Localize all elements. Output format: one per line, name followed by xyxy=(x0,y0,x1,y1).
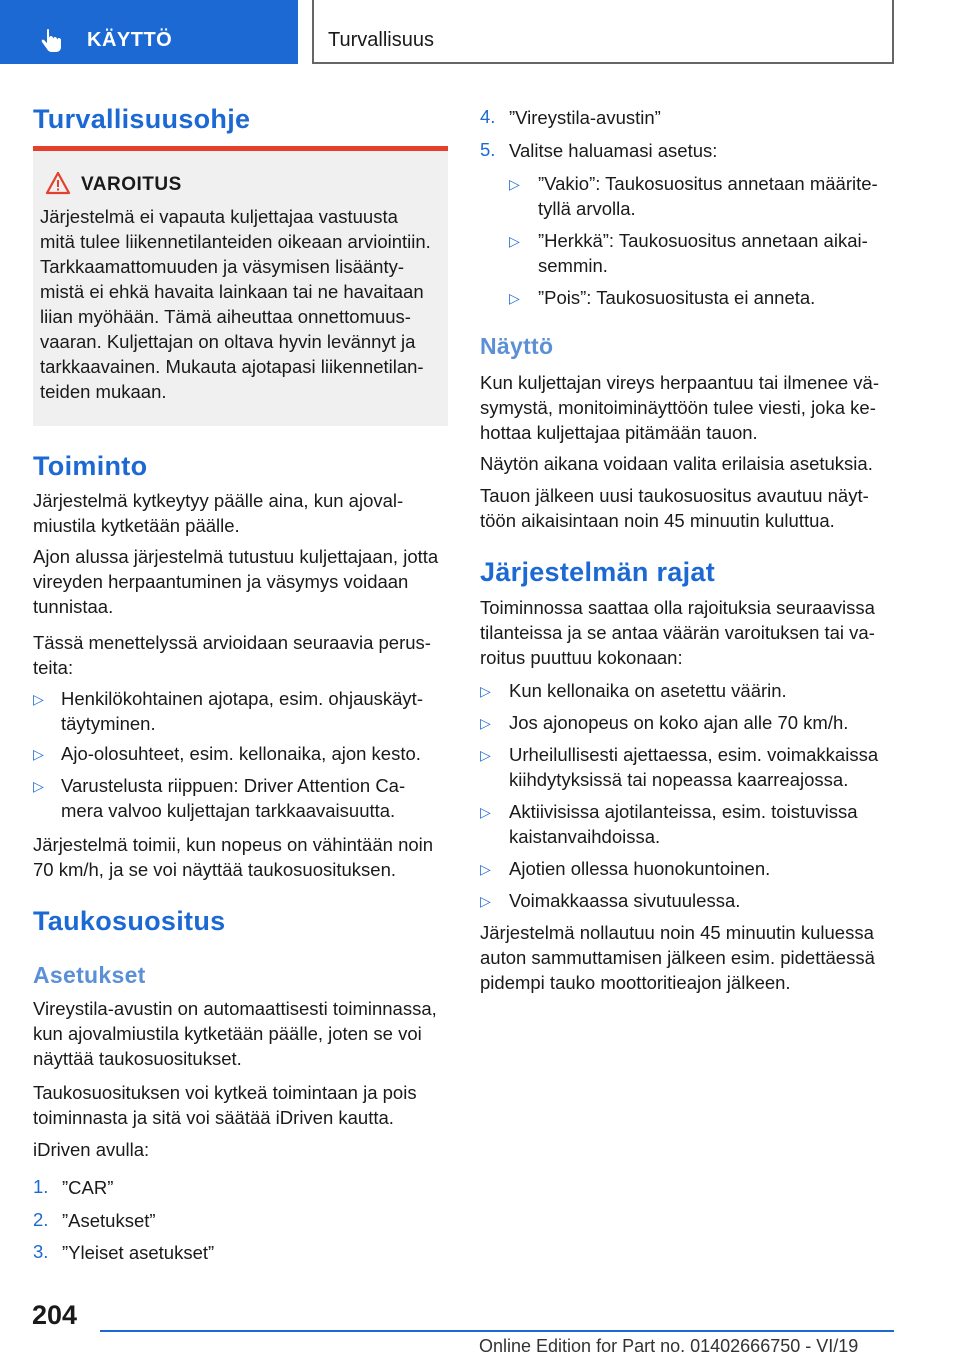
warning-line: liian myöhään. Tämä aiheuttaa onnettomuus- xyxy=(40,306,411,327)
warning-line: mitä tulee liikennetilanteiden oikeaan arviointiin. xyxy=(40,231,431,252)
bullet-triangle-icon: ▷ xyxy=(480,804,491,820)
list-item: ”Pois”: Taukosuositusta ei anneta. xyxy=(538,287,816,308)
toiminto-heading: Toiminto xyxy=(33,451,148,481)
warning-line: tarkkaavainen. Mukauta ajotapasi liikennetilan- xyxy=(40,356,424,377)
paragraph-line: toiminnasta ja sitä voi säätää iDriven kautta. xyxy=(33,1107,394,1128)
bullet-triangle-icon: ▷ xyxy=(33,778,44,794)
paragraph-line: hottaa kuljettajaa pitämään tauon. xyxy=(480,422,758,443)
paragraph-line: auton sammuttamisen jälkeen esim. pidettäessä xyxy=(480,947,875,968)
taukosuositus-heading: Taukosuositus xyxy=(33,906,226,936)
step-number: 2. xyxy=(33,1209,49,1230)
warning-line: Järjestelmä ei vapauta kuljettajaa vastuusta xyxy=(40,206,398,227)
warning-title: VAROITUS xyxy=(81,174,182,195)
paragraph-line: Järjestelmä nollautuu noin 45 minuutin kuluessa xyxy=(480,922,874,943)
paragraph-line: Tauon jälkeen uusi taukosuositus avautuu näyt- xyxy=(480,485,869,506)
paragraph-line: Järjestelmä kytkeytyy päälle aina, kun ajoval- xyxy=(33,490,404,511)
bullet-triangle-icon: ▷ xyxy=(509,233,520,249)
section-header xyxy=(312,0,894,64)
bullet-triangle-icon: ▷ xyxy=(509,176,520,192)
bullet-triangle-icon: ▷ xyxy=(480,715,491,731)
naytto-heading: Näyttö xyxy=(480,333,554,359)
list-item: semmin. xyxy=(538,255,608,276)
step-number: 4. xyxy=(480,106,496,127)
list-item: Aktiivisissa ajotilanteissa, esim. toistuvissa xyxy=(509,801,858,822)
paragraph-line: näyttää taukosuositukset. xyxy=(33,1048,242,1069)
paragraph-line: Toiminnossa saattaa olla rajoituksia seuraavissa xyxy=(480,597,875,618)
asetukset-subheading: Asetukset xyxy=(33,962,146,988)
warning-triangle-icon xyxy=(45,171,71,195)
section-label: Turvallisuus xyxy=(328,29,434,51)
rajat-heading: Järjestelmän rajat xyxy=(480,557,716,587)
list-item: mera valvoo kuljettajan tarkkaavaisuutta. xyxy=(61,800,396,821)
bullet-triangle-icon: ▷ xyxy=(480,747,491,763)
paragraph-line: teita: xyxy=(33,657,74,678)
bullet-triangle-icon: ▷ xyxy=(33,691,44,707)
list-item: Ajo-olosuhteet, esim. kellonaika, ajon kesto. xyxy=(61,743,421,764)
list-item: ”Vakio”: Taukosuositus annetaan määrite- xyxy=(538,173,878,194)
list-item: kiihdytyksissä tai nopeassa kaarreajossa. xyxy=(509,769,849,790)
paragraph-line: tunnistaa. xyxy=(33,596,114,617)
warning-line: vaaran. Kuljettajan on oltava hyvin levännyt ja xyxy=(40,331,416,352)
chapter-tab xyxy=(0,0,298,64)
paragraph-line: Ajon alussa järjestelmä tutustuu kuljettajaan, jotta xyxy=(33,546,439,567)
list-item: Jos ajonopeus on koko ajan alle 70 km/h. xyxy=(509,712,849,733)
list-item: Ajotien ollessa huonokuntoinen. xyxy=(509,858,771,879)
warning-line: Tarkkaamattomuuden ja väsymisen lisäänty- xyxy=(40,256,404,277)
list-item: Varustelusta riippuen: Driver Attention Ca- xyxy=(61,775,406,796)
step-text: Valitse haluamasi asetus: xyxy=(509,140,718,161)
warning-line: mistä ei ehkä havaita lainkaan tai ne havaitaan xyxy=(40,281,424,302)
step-text: ”Asetukset” xyxy=(62,1210,156,1231)
list-item: Henkilökohtainen ajotapa, esim. ohjauskäyt- xyxy=(61,688,423,709)
paragraph-line: miustila kytketään päälle. xyxy=(33,515,240,536)
paragraph-line: 70 km/h, ja se voi näyttää taukosuosituksen. xyxy=(33,859,397,880)
paragraph-line: vireyden herpaantuminen ja väsymys voidaan xyxy=(33,571,409,592)
paragraph-line: iDriven avulla: xyxy=(33,1139,150,1160)
step-text: ”CAR” xyxy=(62,1177,114,1198)
paragraph-line: Kun kuljettajan vireys herpaantuu tai ilmenee vä- xyxy=(480,372,880,393)
paragraph-line: symystä, monitoiminäyttöön tulee viesti, joka ke- xyxy=(480,397,876,418)
list-item: täytyminen. xyxy=(61,713,156,734)
paragraph-line: töön aikaisintaan noin 45 minuutin kuluttua. xyxy=(480,510,835,531)
paragraph-line: Taukosuosituksen voi kytkeä toimintaan ja pois xyxy=(33,1082,417,1103)
bullet-triangle-icon: ▷ xyxy=(33,746,44,762)
step-number: 1. xyxy=(33,1176,49,1197)
page-title: Turvallisuusohje xyxy=(33,104,251,134)
paragraph-line: roitus puuttuu kokonaan: xyxy=(480,647,683,668)
page-number: 204 xyxy=(32,1300,78,1330)
step-text: ”Yleiset asetukset” xyxy=(62,1242,215,1263)
hand-pointer-icon xyxy=(38,28,64,54)
list-item: tyllä arvolla. xyxy=(538,198,636,219)
list-item: ”Herkkä”: Taukosuositus annetaan aikai- xyxy=(538,230,868,251)
warning-line: teiden mukaan. xyxy=(40,381,167,402)
paragraph-line: Järjestelmä toimii, kun nopeus on vähintään noin xyxy=(33,834,434,855)
paragraph-line: Näytön aikana voidaan valita erilaisia asetuksia. xyxy=(480,453,873,474)
list-item: Urheilullisesti ajettaessa, esim. voimakkaissa xyxy=(509,744,879,765)
step-text: ”Vireystila-avustin” xyxy=(509,107,661,128)
footer-rule xyxy=(100,1330,894,1332)
warning-bar xyxy=(33,146,448,151)
bullet-triangle-icon: ▷ xyxy=(480,861,491,877)
paragraph-line: pidempi tauko moottoritieajon jälkeen. xyxy=(480,972,791,993)
list-item: kaistanvaihdoissa. xyxy=(509,826,661,847)
paragraph-line: kun ajovalmiustila kytketään päälle, joten se voi xyxy=(33,1023,422,1044)
paragraph-line: tilanteissa ja se antaa väärän varoituksen tai va- xyxy=(480,622,875,643)
bullet-triangle-icon: ▷ xyxy=(509,290,520,306)
list-item: Voimakkaassa sivutuulessa. xyxy=(509,890,741,911)
step-number: 3. xyxy=(33,1241,49,1262)
paragraph-line: Vireystila-avustin on automaattisesti toiminnassa, xyxy=(33,998,437,1019)
warning-box xyxy=(33,146,448,426)
bullet-triangle-icon: ▷ xyxy=(480,893,491,909)
step-number: 5. xyxy=(480,139,496,160)
list-item: Kun kellonaika on asetettu väärin. xyxy=(509,680,787,701)
paragraph-line: Tässä menettelyssä arvioidaan seuraavia perus- xyxy=(33,632,431,653)
edition-note: Online Edition for Part no. 01402666750 - VI/19 xyxy=(479,1336,859,1356)
bullet-triangle-icon: ▷ xyxy=(480,683,491,699)
chapter-label: KÄYTTÖ xyxy=(87,29,173,51)
